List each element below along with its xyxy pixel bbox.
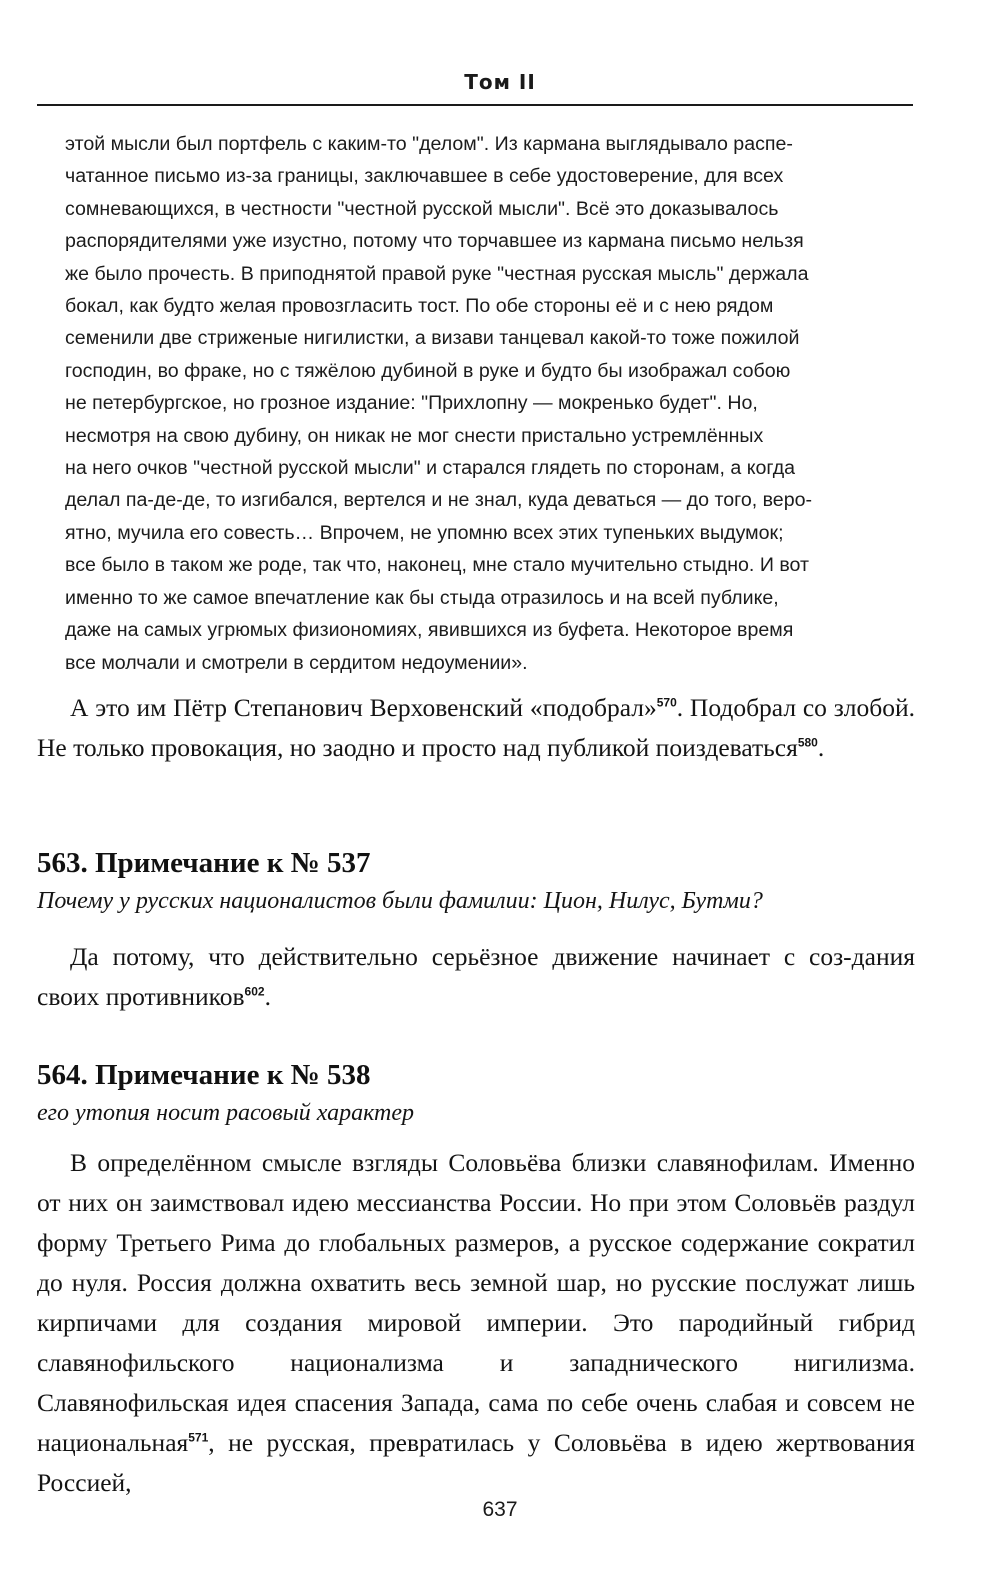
quote-line: сомневающихся, в честности "честной русской мысли". Всё это доказывалось [65,197,779,220]
note-heading: 563. Примечание к № 537 [37,847,371,879]
text-run: А это им Пётр Степанович Верховенский «подобрал» [70,693,657,722]
quote-line: делал па-де-де, то изгибался, вертелся и не знал, куда деваться — до того, веро- [65,489,813,512]
quote-line: все было в таком же роде, так что, наконец, мне стало мучительно стыдно. И вот [65,554,809,577]
text-run: В определённом смысле взгляды Соловьёва близки славянофилам. Именно от них он заимствовал идею мессианства России. Но при этом Соловьёв раздул форму Третьего Рима до глобальных размеров, а русское содержание сократил до нуля. Россия должна охватить весь земной шар, но русские послужат лишь кирпичами для создания мировой империи. Это пародийный гибрид славянофильского национализма и западнического нигилизма. Славянофильская идея спасения Запада, сама по себе очень слабая и совсем не национальная [37,1148,915,1457]
quote-line: не петербургское, но грозное издание: "Прихлопну — мокренько будет". Но, [65,392,758,415]
note-heading: 564. Примечание к № 538 [37,1059,371,1091]
quote-line: семенили две стриженые нигилистки, а визави танцевал какой-то тоже пожилой [65,327,800,350]
note-564 [37,1057,915,1503]
quote-line: даже на самых угрюмых физиономиях, явившихся из буфета. Некоторое время [65,619,794,642]
text-run: . [264,982,271,1011]
paragraph-verkhovensky [37,688,915,768]
page-number: 637 [482,1498,518,1521]
text-run: , не русская, превратилась у Соловьёва в идею жертвования Россией, [37,1428,915,1497]
quote-line: ятно, мучила его совесть… Впрочем, не упомню всех этих тупеньких выдумок; [65,521,784,544]
text-run: . [817,733,825,762]
note-563 [37,845,915,1017]
footnote-ref[interactable]: 570 [656,695,677,710]
footnote-ref[interactable]: 571 [188,1430,209,1445]
footnote-ref[interactable]: 602 [244,984,265,999]
quote-line: этой мысли был портфель с каким-то "делом". Из кармана выглядывало распе- [65,133,793,155]
quoted-passage [65,128,877,679]
note-subheading: его утопия носит расовый характер [37,1100,415,1126]
quote-line: чатанное письмо из-за границы, заключавшее в себе удостоверение, для всех [65,165,784,188]
text-run: . Подобрал со злобой. Не только провокация, но заодно и просто над публикой поиздеваться [37,693,915,762]
quote-line: господин, во фраке, но с тяжёлою дубиной в руке и будто бы изображал собою [65,359,791,382]
body-paragraph [37,1143,915,1503]
quote-line: именно то же самое впечатление как бы стыда отразилось и на всей публике, [65,586,779,609]
note-subheading: Почему у русских националистов были фамилии: Цион, Нилус, Бутми? [37,888,763,914]
quote-line: же было прочесть. В приподнятой правой руке "честная русская мысль" держала [65,262,809,285]
header-rule [37,104,913,106]
quote-line: несмотря на свою дубину, он никак не мог снести пристально устремлённых [65,424,764,447]
quote-line: на него очков "честной русской мысли" и старался глядеть по сторонам, а когда [65,457,796,480]
quote-line: все молчали и смотрели в сердитом недоумении». [65,651,528,674]
footnote-ref[interactable]: 580 [797,735,818,750]
quote-line: бокал, как будто желая провозгласить тост. По обе стороны её и с нею рядом [65,295,774,318]
body-paragraph [37,937,915,1017]
quote-line: распорядителями уже изустно, потому что торчавшее из кармана письмо нельзя [65,230,804,253]
body-paragraph [37,688,915,768]
text-run: Да потому, что действительно серьёзное движение начинает с соз-дания своих противников [37,942,915,1011]
running-head: Том II [464,70,536,94]
